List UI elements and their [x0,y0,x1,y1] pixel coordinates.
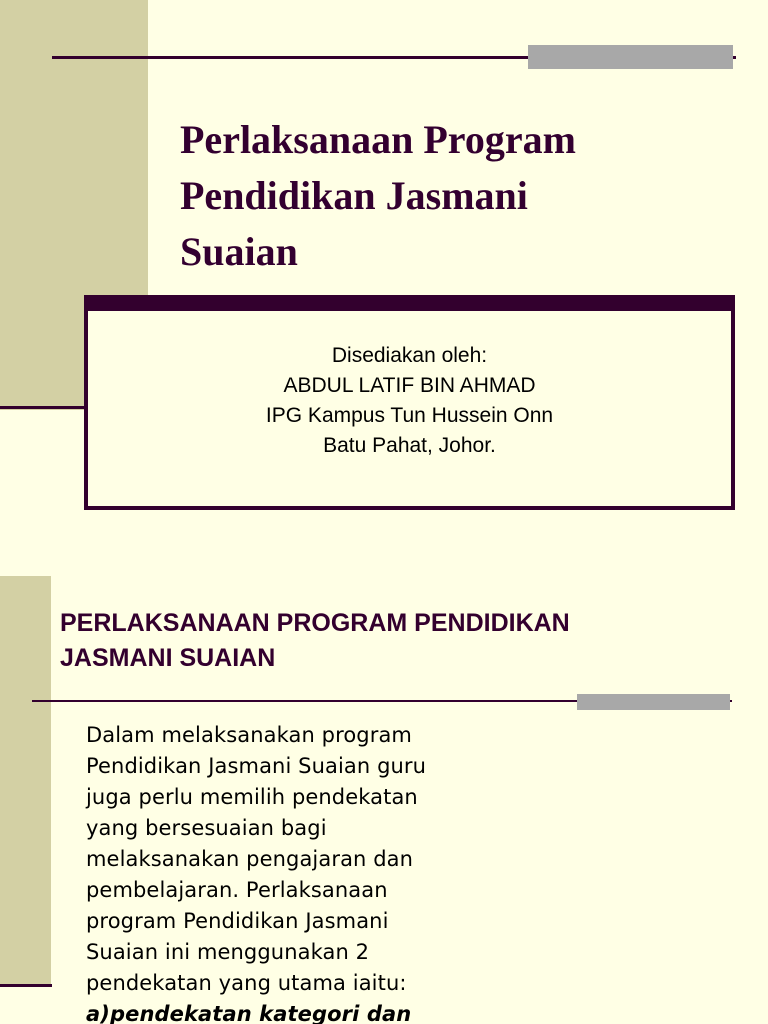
author-info [88,341,731,461]
slide-2-accent-bar [0,576,51,986]
body-line: Suaian ini menggunakan 2 [86,940,370,964]
slide-2-title [60,606,740,676]
author-prepared-by: Disediakan oleh: [331,344,488,367]
slide-1-left-rule [0,406,86,409]
author-institution: IPG Kampus Tun Hussein Onn [265,404,554,427]
slide-1-title-line: Suaian [180,229,298,274]
slide-2-body [86,720,526,1024]
slide-2-grey-accent [577,694,730,710]
author-name: ABDUL LATIF BIN AHMAD [283,374,536,397]
slide-2-title-line: JASMANI SUAIAN [60,644,276,672]
body-line: pendekatan yang utama iaitu: [86,971,407,995]
author-location: Batu Pahat, Johor. [323,434,496,457]
author-box [84,295,735,510]
slide-1-title-line: Pendidikan Jasmani [180,173,528,218]
body-emphasis-line: a)pendekatan kategori dan [86,1002,412,1024]
body-line: Pendidikan Jasmani Suaian guru [86,754,427,778]
slide-1-title [180,112,740,280]
body-line: program Pendidikan Jasmani [86,909,389,933]
slide-1-title-line: Perlaksanaan Program [180,117,576,162]
body-line: juga perlu memilih pendekatan [86,785,418,809]
body-line: yang bersesuaian bagi [86,816,327,840]
slide-1-grey-accent [528,45,733,69]
slide-2-left-rule [0,984,52,987]
slide-2 [0,576,768,1024]
body-line: pembelajaran. Perlaksanaan [86,878,388,902]
body-line: Dalam melaksanakan program [86,723,412,747]
body-line: melaksanakan pengajaran dan [86,847,414,871]
slide-2-title-line: PERLAKSANAAN PROGRAM PENDIDIKAN [60,609,570,637]
